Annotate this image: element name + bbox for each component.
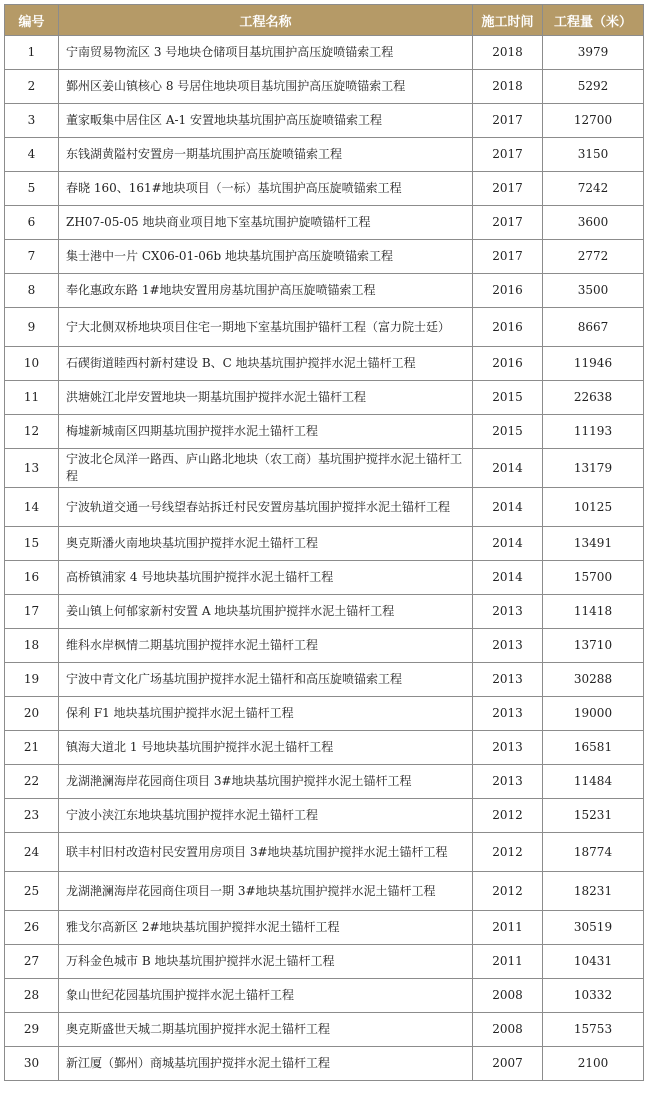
cell-year: 2017 [473,138,543,172]
cell-year: 2012 [473,799,543,833]
table-row [5,697,644,731]
cell-year: 2018 [473,36,543,70]
cell-qty: 30519 [543,911,644,945]
table-row [5,527,644,561]
cell-name: 姜山镇上何郁家新村安置 A 地块基坑围护搅拌水泥土锚杆工程 [59,595,473,629]
cell-num: 23 [5,799,59,833]
cell-qty: 22638 [543,381,644,415]
cell-year: 2013 [473,595,543,629]
cell-num: 10 [5,347,59,381]
cell-year: 2013 [473,731,543,765]
table-body [5,36,644,1081]
cell-qty: 3150 [543,138,644,172]
table-row [5,138,644,172]
cell-year: 2013 [473,663,543,697]
cell-qty: 12700 [543,104,644,138]
table-row [5,381,644,415]
table-header-row [5,5,644,36]
cell-year: 2008 [473,979,543,1013]
cell-name: 梅墟新城南区四期基坑围护搅拌水泥土锚杆工程 [59,415,473,449]
cell-year: 2018 [473,70,543,104]
cell-num: 28 [5,979,59,1013]
cell-qty: 11193 [543,415,644,449]
cell-name: 奉化惠政东路 1#地块安置用房基坑围护高压旋喷锚索工程 [59,274,473,308]
cell-num: 15 [5,527,59,561]
cell-num: 1 [5,36,59,70]
cell-num: 18 [5,629,59,663]
table-row [5,765,644,799]
cell-qty: 11418 [543,595,644,629]
cell-year: 2011 [473,945,543,979]
cell-year: 2017 [473,104,543,138]
project-table [4,4,644,1081]
table-row [5,799,644,833]
table-row [5,70,644,104]
cell-year: 2012 [473,833,543,872]
cell-year: 2013 [473,629,543,663]
cell-year: 2015 [473,381,543,415]
cell-num: 25 [5,872,59,911]
cell-qty: 3600 [543,206,644,240]
table-row [5,308,644,347]
project-table-container [4,4,643,1081]
cell-year: 2017 [473,240,543,274]
cell-name: 董家畈集中居住区 A-1 安置地块基坑围护高压旋喷锚索工程 [59,104,473,138]
cell-name: 宁南贸易物流区 3 号地块仓储项目基坑围护高压旋喷锚索工程 [59,36,473,70]
table-row [5,274,644,308]
table-row [5,36,644,70]
cell-num: 16 [5,561,59,595]
cell-num: 11 [5,381,59,415]
cell-qty: 15231 [543,799,644,833]
header-qty: 工程量（米） [543,5,644,36]
cell-qty: 11946 [543,347,644,381]
cell-name: 龙湖滟澜海岸花园商住项目一期 3#地块基坑围护搅拌水泥土锚杆工程 [59,872,473,911]
cell-num: 24 [5,833,59,872]
cell-qty: 10125 [543,488,644,527]
cell-year: 2007 [473,1047,543,1081]
cell-name: 集士港中一片 CX06-01-06b 地块基坑围护高压旋喷锚索工程 [59,240,473,274]
cell-qty: 8667 [543,308,644,347]
cell-qty: 3500 [543,274,644,308]
cell-qty: 11484 [543,765,644,799]
cell-name: 宁波中青文化广场基坑围护搅拌水泥土锚杆和高压旋喷锚索工程 [59,663,473,697]
table-row [5,488,644,527]
table-row [5,731,644,765]
cell-year: 2017 [473,206,543,240]
cell-num: 30 [5,1047,59,1081]
cell-qty: 13710 [543,629,644,663]
table-row [5,663,644,697]
cell-qty: 7242 [543,172,644,206]
cell-name: 宁波轨道交通一号线望春站拆迁村民安置房基坑围护搅拌水泥土锚杆工程 [59,488,473,527]
cell-qty: 16581 [543,731,644,765]
table-row [5,206,644,240]
cell-name: 象山世纪花园基坑围护搅拌水泥土锚杆工程 [59,979,473,1013]
cell-name: 石碶街道睦西村新村建设 B、C 地块基坑围护搅拌水泥土锚杆工程 [59,347,473,381]
table-row [5,449,644,488]
table-row [5,172,644,206]
cell-num: 21 [5,731,59,765]
cell-qty: 2100 [543,1047,644,1081]
cell-year: 2014 [473,488,543,527]
cell-qty: 2772 [543,240,644,274]
cell-qty: 18774 [543,833,644,872]
cell-num: 27 [5,945,59,979]
cell-qty: 15700 [543,561,644,595]
cell-qty: 13491 [543,527,644,561]
table-row [5,629,644,663]
header-name: 工程名称 [59,5,473,36]
cell-year: 2014 [473,449,543,488]
cell-name: ZH07-05-05 地块商业项目地下室基坑围护旋喷锚杆工程 [59,206,473,240]
cell-num: 7 [5,240,59,274]
table-row [5,872,644,911]
cell-year: 2013 [473,697,543,731]
cell-num: 8 [5,274,59,308]
cell-qty: 10332 [543,979,644,1013]
cell-num: 17 [5,595,59,629]
cell-year: 2014 [473,527,543,561]
header-year: 施工时间 [473,5,543,36]
cell-qty: 15753 [543,1013,644,1047]
table-row [5,979,644,1013]
cell-num: 2 [5,70,59,104]
cell-year: 2011 [473,911,543,945]
cell-name: 宁大北侧双桥地块项目住宅一期地下室基坑围护锚杆工程（富力院士廷） [59,308,473,347]
cell-name: 东钱湖黄隘村安置房一期基坑围护高压旋喷锚索工程 [59,138,473,172]
cell-name: 奥克斯盛世天城二期基坑围护搅拌水泥土锚杆工程 [59,1013,473,1047]
table-row [5,911,644,945]
cell-num: 14 [5,488,59,527]
cell-qty: 30288 [543,663,644,697]
cell-year: 2013 [473,765,543,799]
cell-num: 19 [5,663,59,697]
cell-qty: 19000 [543,697,644,731]
cell-name: 高桥镇浦家 4 号地块基坑围护搅拌水泥土锚杆工程 [59,561,473,595]
cell-year: 2015 [473,415,543,449]
cell-num: 26 [5,911,59,945]
cell-num: 9 [5,308,59,347]
cell-year: 2016 [473,274,543,308]
cell-year: 2008 [473,1013,543,1047]
table-row [5,415,644,449]
cell-qty: 13179 [543,449,644,488]
cell-num: 4 [5,138,59,172]
cell-num: 3 [5,104,59,138]
cell-year: 2012 [473,872,543,911]
table-row [5,833,644,872]
cell-name: 新江厦（鄞州）商城基坑围护搅拌水泥土锚杆工程 [59,1047,473,1081]
table-row [5,1013,644,1047]
cell-num: 20 [5,697,59,731]
cell-year: 2016 [473,347,543,381]
cell-qty: 10431 [543,945,644,979]
table-row [5,240,644,274]
cell-name: 宁波北仑凤洋一路西、庐山路北地块（农工商）基坑围护搅拌水泥土锚杆工程 [59,449,473,488]
cell-name: 镇海大道北 1 号地块基坑围护搅拌水泥土锚杆工程 [59,731,473,765]
cell-name: 宁波小浃江东地块基坑围护搅拌水泥土锚杆工程 [59,799,473,833]
table-row [5,595,644,629]
table-row [5,561,644,595]
cell-num: 29 [5,1013,59,1047]
table-row [5,104,644,138]
cell-qty: 3979 [543,36,644,70]
cell-num: 22 [5,765,59,799]
cell-num: 13 [5,449,59,488]
table-row [5,945,644,979]
cell-year: 2014 [473,561,543,595]
table-row [5,347,644,381]
cell-name: 雅戈尔高新区 2#地块基坑围护搅拌水泥土锚杆工程 [59,911,473,945]
cell-name: 联丰村旧村改造村民安置用房项目 3#地块基坑围护搅拌水泥土锚杆工程 [59,833,473,872]
header-num: 编号 [5,5,59,36]
cell-name: 万科金色城市 B 地块基坑围护搅拌水泥土锚杆工程 [59,945,473,979]
cell-num: 12 [5,415,59,449]
cell-qty: 5292 [543,70,644,104]
cell-year: 2016 [473,308,543,347]
cell-year: 2017 [473,172,543,206]
table-row [5,1047,644,1081]
cell-name: 洪塘姚江北岸安置地块一期基坑围护搅拌水泥土锚杆工程 [59,381,473,415]
cell-name: 奥克斯潘火南地块基坑围护搅拌水泥土锚杆工程 [59,527,473,561]
cell-qty: 18231 [543,872,644,911]
cell-name: 龙湖滟澜海岸花园商住项目 3#地块基坑围护搅拌水泥土锚杆工程 [59,765,473,799]
cell-name: 春晓 160、161#地块项目（一标）基坑围护高压旋喷锚索工程 [59,172,473,206]
cell-num: 6 [5,206,59,240]
cell-name: 鄞州区姜山镇核心 8 号居住地块项目基坑围护高压旋喷锚索工程 [59,70,473,104]
cell-num: 5 [5,172,59,206]
cell-name: 保利 F1 地块基坑围护搅拌水泥土锚杆工程 [59,697,473,731]
cell-name: 维科水岸枫情二期基坑围护搅拌水泥土锚杆工程 [59,629,473,663]
